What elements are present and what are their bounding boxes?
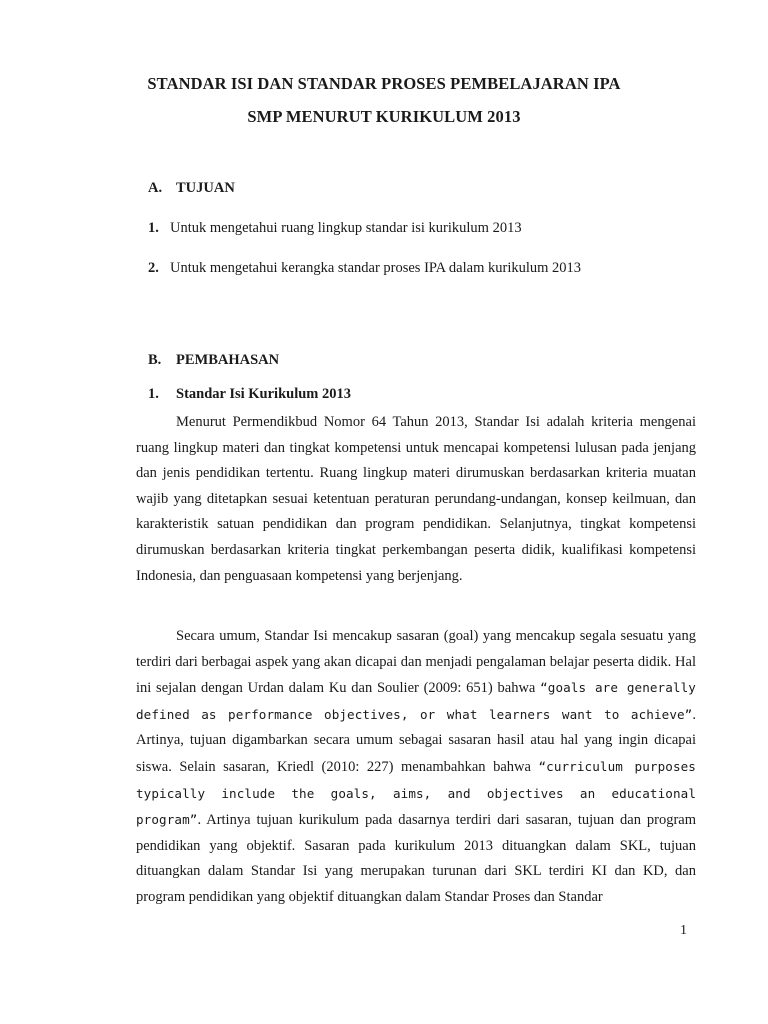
- quote-kriedl: “curriculum purposes typically include the goals, aims, and objectives an educational program”: [136, 758, 696, 828]
- objective-item: [148, 219, 522, 237]
- section-b-title: PEMBAHASAN: [176, 352, 280, 368]
- section-a-label: A.: [148, 180, 163, 196]
- section-b-heading: [148, 351, 279, 369]
- objective-text: Untuk mengetahui ruang lingkup standar isi kurikulum 2013: [170, 220, 522, 236]
- objective-number: 1.: [148, 220, 159, 236]
- subsection-title: Standar Isi Kurikulum 2013: [176, 386, 351, 402]
- objective-text: Untuk mengetahui kerangka standar proses IPA dalam kurikulum 2013: [170, 260, 582, 276]
- paragraph-goals: [136, 624, 696, 911]
- paragraph-text: . Artinya tujuan kurikulum pada dasarnya terdiri dari sasaran, tujuan dan program pendidikan yang objektif. Sasaran pada kurikulum 2013 dituangkan dalam SKL, tujuan dituangkan dalam Standar Isi yang merupakan turunan dari SKL terdiri KI dan KD, dan program pendidikan yang objektif dituangkan dalam Standar Proses dan Standar: [136, 812, 696, 905]
- quote-urdan: “goals are generally defined as performance objectives, or what learners want to achieve”: [136, 680, 696, 722]
- section-a-title: TUJUAN: [176, 180, 235, 196]
- objective-number: 2.: [148, 260, 159, 276]
- section-b-label: B.: [148, 352, 162, 368]
- subsection-number: 1.: [148, 386, 159, 402]
- paragraph-standar-isi: Menurut Permendikbud Nomor 64 Tahun 2013, Standar Isi adalah kriteria mengenai ruang lingkup materi dan tingkat kompetensi untuk mencapai kompetensi lulusan pada jenjang dan jenis pendidikan tertentu. Ruang lingkup materi dirumuskan berdasarkan kriteria muatan wajib yang ditetapkan sesuai ketentuan peraturan perundang-undangan, konsep keilmuan, dan karakteristik satuan pendidikan dan program pendidikan. Selanjutnya, tingkat kompetensi dirumuskan berdasarkan kriteria tingkat perkembangan peserta didik, kualifikasi kompetensi Indonesia, dan penguasaan kompetensi yang berjenjang.: [136, 414, 696, 584]
- section-a-heading: [148, 179, 235, 197]
- paragraph-text: . Artinya, tujuan digambarkan secara umum sebagai sasaran hasil atau hal yang ingin dicapai siswa. Selain sasaran, Kriedl (2010: 227) menambahkan bahwa: [136, 706, 696, 775]
- subsection-heading: [148, 385, 351, 403]
- document-title-line-1: STANDAR ISI DAN STANDAR PROSES PEMBELAJARAN IPA: [147, 74, 621, 93]
- document-title-line-2: SMP MENURUT KURIKULUM 2013: [247, 107, 521, 126]
- paragraph-text: Secara umum, Standar Isi mencakup sasaran (goal) yang mencakup segala sesuatu yang terdiri dari berbagai aspek yang akan dicapai dan menjadi pengalaman belajar peserta didik. Hal ini sejalan dengan Urdan dalam Ku dan Soulier (2009: 651) bahwa: [136, 628, 696, 697]
- page-number: 1: [680, 923, 687, 938]
- objective-item: [148, 259, 581, 277]
